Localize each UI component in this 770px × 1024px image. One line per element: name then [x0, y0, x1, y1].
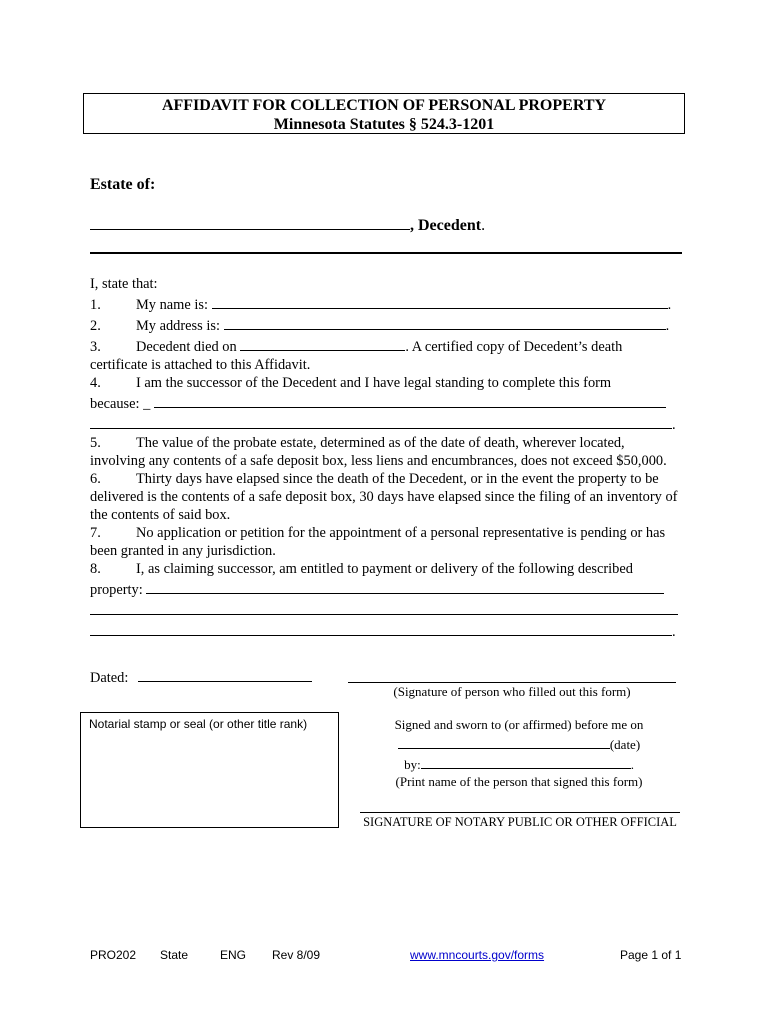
property-field-3[interactable] — [90, 620, 672, 636]
property-field[interactable] — [146, 578, 664, 594]
signer-signature-caption: (Signature of person who filled out this form) — [393, 684, 631, 699]
item-4-text: I am the successor of the Decedent and I have legal standing to complete this form — [136, 375, 612, 391]
print-name-caption: (Print name of the person that signed this form) — [395, 774, 643, 789]
item-3-cont: certificate is attached to this Affidavit. — [90, 357, 311, 373]
footer-page: Page 1 of 1 — [620, 948, 682, 962]
notary-stamp-box — [80, 712, 339, 828]
item-2-number: 2. — [90, 318, 101, 334]
footer-url-wrap — [410, 948, 544, 962]
footer-jurisdiction: State — [160, 948, 189, 962]
dated-label: Dated: — [90, 670, 129, 686]
sworn-date-field[interactable] — [398, 733, 610, 749]
item-6-text: Thirty days have elapsed since the death of the Decedent, or in the event the property to be delivered is the contents of a safe deposit box, 30 days have elapsed since the filing of an inventory of the contents of said box. — [90, 471, 678, 523]
notary-signature-line[interactable] — [360, 812, 680, 813]
item-6 — [90, 470, 680, 524]
item-4-number: 4. — [90, 375, 101, 391]
decedent-label: , Decedent — [410, 217, 482, 234]
sworn-date-row — [360, 733, 678, 753]
item-8-property-label: property: — [90, 582, 143, 598]
death-date-field[interactable] — [240, 335, 405, 351]
item-8-line3 — [90, 620, 680, 641]
standing-reason-field-2[interactable] — [90, 413, 672, 429]
sworn-by-row — [360, 753, 678, 773]
item-6-number: 6. — [90, 471, 101, 487]
item-1-number: 1. — [90, 297, 101, 313]
title-box — [83, 93, 685, 134]
item-1-period: . — [667, 297, 672, 313]
item-4 — [90, 374, 680, 392]
footer-url-link[interactable]: www.mncourts.gov/forms — [410, 948, 545, 962]
item-8-number: 8. — [90, 561, 101, 577]
sworn-by-period: . — [630, 757, 634, 772]
decedent-name-field[interactable] — [90, 214, 410, 230]
item-3-text: . A certified copy of Decedent’s death — [405, 339, 623, 355]
item-8-cont — [90, 578, 680, 599]
item-2-period: . — [665, 318, 670, 334]
item-4-because: because: _ — [90, 396, 151, 412]
item-1 — [90, 293, 680, 314]
dated-field[interactable] — [138, 666, 312, 682]
affidavit-body — [90, 275, 680, 641]
section-divider — [90, 252, 682, 254]
item-2 — [90, 314, 680, 335]
signer-signature-line[interactable] — [348, 682, 676, 683]
item-4-cont — [90, 392, 680, 413]
item-8 — [90, 560, 680, 578]
property-field-2[interactable] — [90, 599, 678, 615]
item-3-number: 3. — [90, 339, 101, 355]
estate-label: Estate of: — [90, 176, 156, 193]
item-4-period: . — [672, 417, 676, 433]
decedent-period: . — [481, 217, 486, 234]
item-8-period: . — [672, 624, 676, 640]
item-5 — [90, 434, 680, 470]
standing-reason-field[interactable] — [154, 392, 666, 408]
sworn-by-label: by: — [404, 757, 421, 772]
form-subtitle: Minnesota Statutes § 524.3-1201 — [273, 116, 495, 133]
footer-form-code: PRO202 — [90, 948, 137, 962]
item-7 — [90, 524, 680, 560]
footer-language: ENG — [220, 948, 247, 962]
notary-signature-caption: SIGNATURE OF NOTARY PUBLIC OR OTHER OFFICIAL — [363, 815, 677, 829]
dated-row — [90, 666, 312, 687]
form-title: AFFIDAVIT FOR COLLECTION OF PERSONAL PROPERTY — [161, 97, 607, 114]
item-4-line2 — [90, 413, 680, 434]
notary-attestation — [360, 716, 678, 790]
item-5-number: 5. — [90, 435, 101, 451]
address-field[interactable] — [224, 314, 666, 330]
item-5-text: The value of the probate estate, determined as of the date of death, wherever located, involving any contents of a safe deposit box, less liens and encumbrances, does not exceed $50,000. — [90, 435, 667, 469]
notary-stamp-label: Notarial stamp or seal (or other title rank) — [89, 717, 308, 731]
item-8-line2 — [90, 599, 680, 620]
intro-text: I, state that: — [90, 276, 158, 292]
footer-revision: Rev 8/09 — [272, 948, 321, 962]
sworn-text: Signed and sworn to (or affirmed) before me on — [394, 717, 644, 732]
sworn-by-field[interactable] — [421, 753, 631, 769]
item-8-text: I, as claiming successor, am entitled to payment or delivery of the following described — [136, 561, 633, 577]
item-1-label: My name is: — [136, 297, 208, 313]
item-7-number: 7. — [90, 525, 101, 541]
name-field[interactable] — [212, 293, 668, 309]
sworn-date-label: (date) — [609, 737, 641, 752]
item-2-label: My address is: — [136, 318, 220, 334]
item-3-label: Decedent died on — [136, 339, 237, 355]
item-3 — [90, 335, 680, 356]
item-7-text: No application or petition for the appointment of a personal representative is pending or has been granted in any jurisdiction. — [90, 525, 666, 559]
decedent-line — [90, 214, 485, 235]
